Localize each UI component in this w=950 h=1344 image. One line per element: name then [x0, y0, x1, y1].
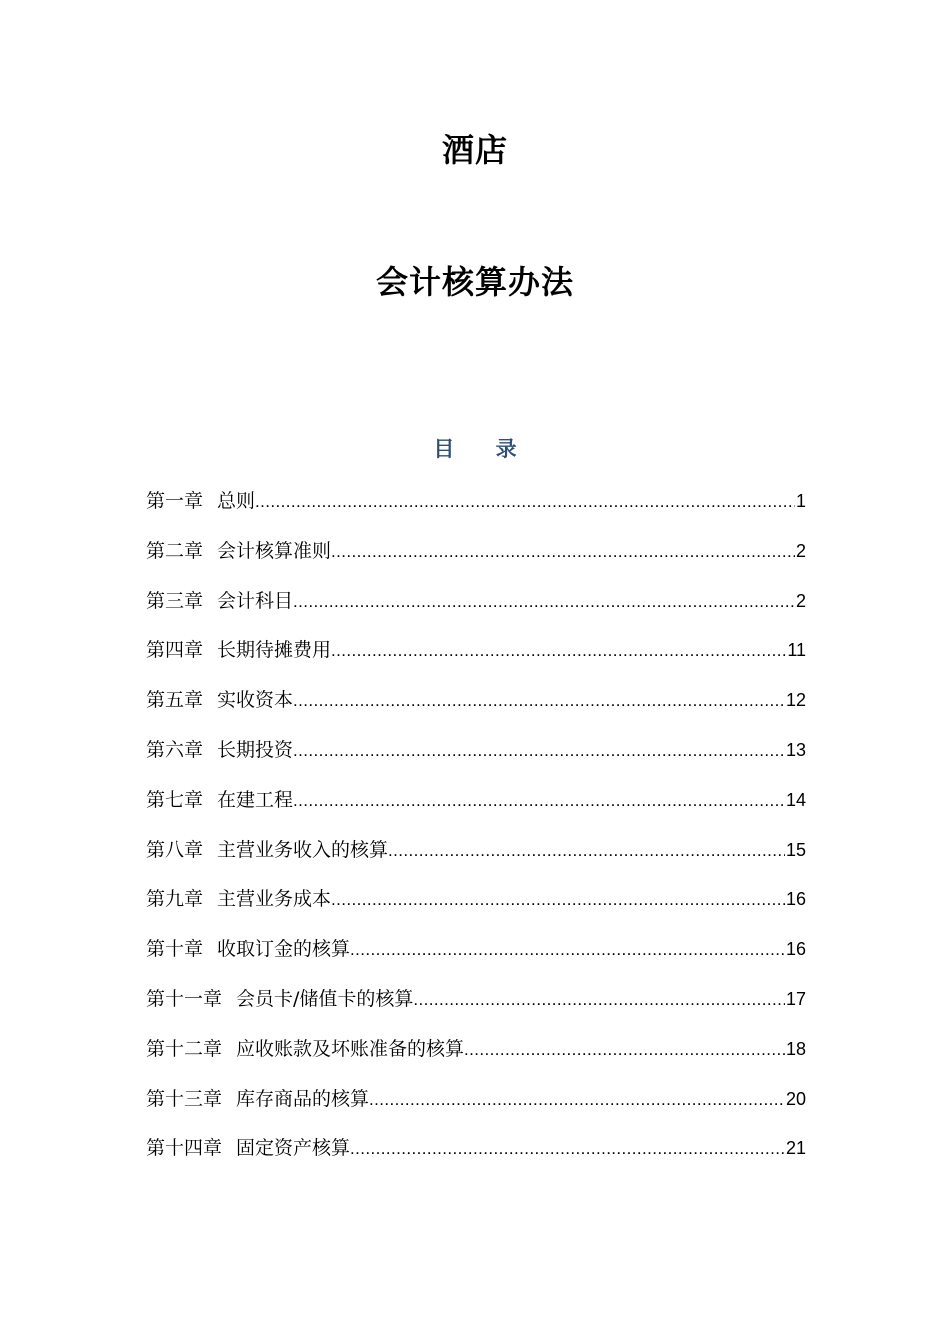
toc-chapter-title: 在建工程 [217, 788, 294, 811]
toc-page-number: 11 [787, 640, 806, 661]
toc-heading: 目 录 [433, 437, 517, 461]
toc-page-number: 17 [785, 988, 806, 1009]
toc-entry[interactable] [146, 833, 806, 883]
toc-entry[interactable] [146, 683, 806, 733]
toc-dot-leader [350, 1132, 785, 1166]
toc-dot-leader [369, 1083, 785, 1117]
toc-page-number: 13 [785, 739, 806, 760]
toc-entry[interactable] [146, 733, 806, 783]
toc-chapter-title: 会员卡/储值卡的核算 [236, 987, 414, 1010]
toc-dot-leader [388, 834, 785, 868]
table-of-contents [146, 484, 806, 1181]
toc-page-number: 16 [785, 889, 806, 910]
toc-chapter-number: 第十一章 [146, 987, 223, 1010]
toc-chapter-title: 收取订金的核算 [217, 938, 351, 961]
toc-page-number: 2 [795, 540, 806, 561]
toc-chapter-title: 总则 [217, 490, 256, 512]
toc-chapter-title: 实收资本 [217, 689, 294, 712]
toc-chapter-number: 第十四章 [146, 1137, 223, 1160]
toc-chapter-title: 主营业务成本 [217, 888, 332, 911]
toc-entry[interactable] [146, 783, 806, 833]
toc-chapter-title: 会计科目 [217, 589, 294, 612]
toc-entry[interactable] [146, 882, 806, 932]
toc-dot-leader [350, 933, 785, 967]
toc-page-number: 2 [795, 590, 806, 611]
toc-chapter-number: 第六章 [146, 738, 204, 761]
toc-dot-leader [293, 734, 785, 768]
toc-page-number: 1 [795, 491, 806, 511]
toc-entry[interactable] [146, 484, 806, 534]
toc-chapter-number: 第十三章 [146, 1087, 223, 1110]
toc-dot-leader [331, 883, 785, 917]
toc-page-number: 20 [785, 1088, 806, 1109]
toc-chapter-number: 第五章 [146, 689, 204, 712]
toc-page-number: 12 [785, 690, 806, 711]
toc-dot-leader [255, 485, 795, 519]
toc-chapter-number: 第二章 [146, 539, 204, 562]
toc-chapter-title: 会计核算准则 [217, 539, 332, 562]
toc-chapter-number: 第九章 [146, 888, 204, 911]
toc-dot-leader [331, 634, 786, 668]
toc-dot-leader [293, 684, 785, 718]
toc-page-number: 16 [785, 939, 806, 960]
toc-chapter-title: 长期待摊费用 [217, 639, 332, 662]
toc-chapter-number: 第三章 [146, 589, 204, 612]
toc-page-number: 18 [785, 1038, 806, 1059]
toc-dot-leader [293, 784, 785, 818]
toc-chapter-title: 固定资产核算 [236, 1137, 351, 1160]
toc-chapter-number: 第一章 [146, 490, 204, 512]
toc-entry[interactable] [146, 982, 806, 1032]
toc-page-number: 14 [785, 789, 806, 810]
toc-entry[interactable] [146, 1131, 806, 1181]
toc-page-number: 15 [785, 839, 806, 860]
toc-chapter-number: 第八章 [146, 838, 204, 861]
toc-dot-leader [413, 983, 785, 1017]
toc-dot-leader [464, 1033, 785, 1067]
document-title: 酒店 [441, 131, 508, 169]
toc-dot-leader [293, 585, 795, 619]
toc-page-number: 21 [785, 1138, 806, 1159]
toc-dot-leader [331, 535, 795, 569]
toc-entry[interactable] [146, 932, 806, 982]
toc-chapter-number: 第十章 [146, 938, 204, 961]
toc-entry[interactable] [146, 534, 806, 584]
toc-chapter-number: 第十二章 [146, 1037, 223, 1060]
toc-chapter-title: 应收账款及坏账准备的核算 [236, 1037, 465, 1060]
document-subtitle: 会计核算办法 [375, 263, 574, 301]
toc-chapter-number: 第四章 [146, 639, 204, 662]
toc-chapter-title: 主营业务收入的核算 [217, 838, 389, 861]
toc-chapter-title: 长期投资 [217, 738, 294, 761]
toc-entry[interactable] [146, 584, 806, 634]
toc-entry[interactable] [146, 1082, 806, 1132]
toc-chapter-number: 第七章 [146, 788, 204, 811]
toc-entry[interactable] [146, 1032, 806, 1082]
toc-entry[interactable] [146, 633, 806, 683]
toc-chapter-title: 库存商品的核算 [236, 1087, 370, 1110]
